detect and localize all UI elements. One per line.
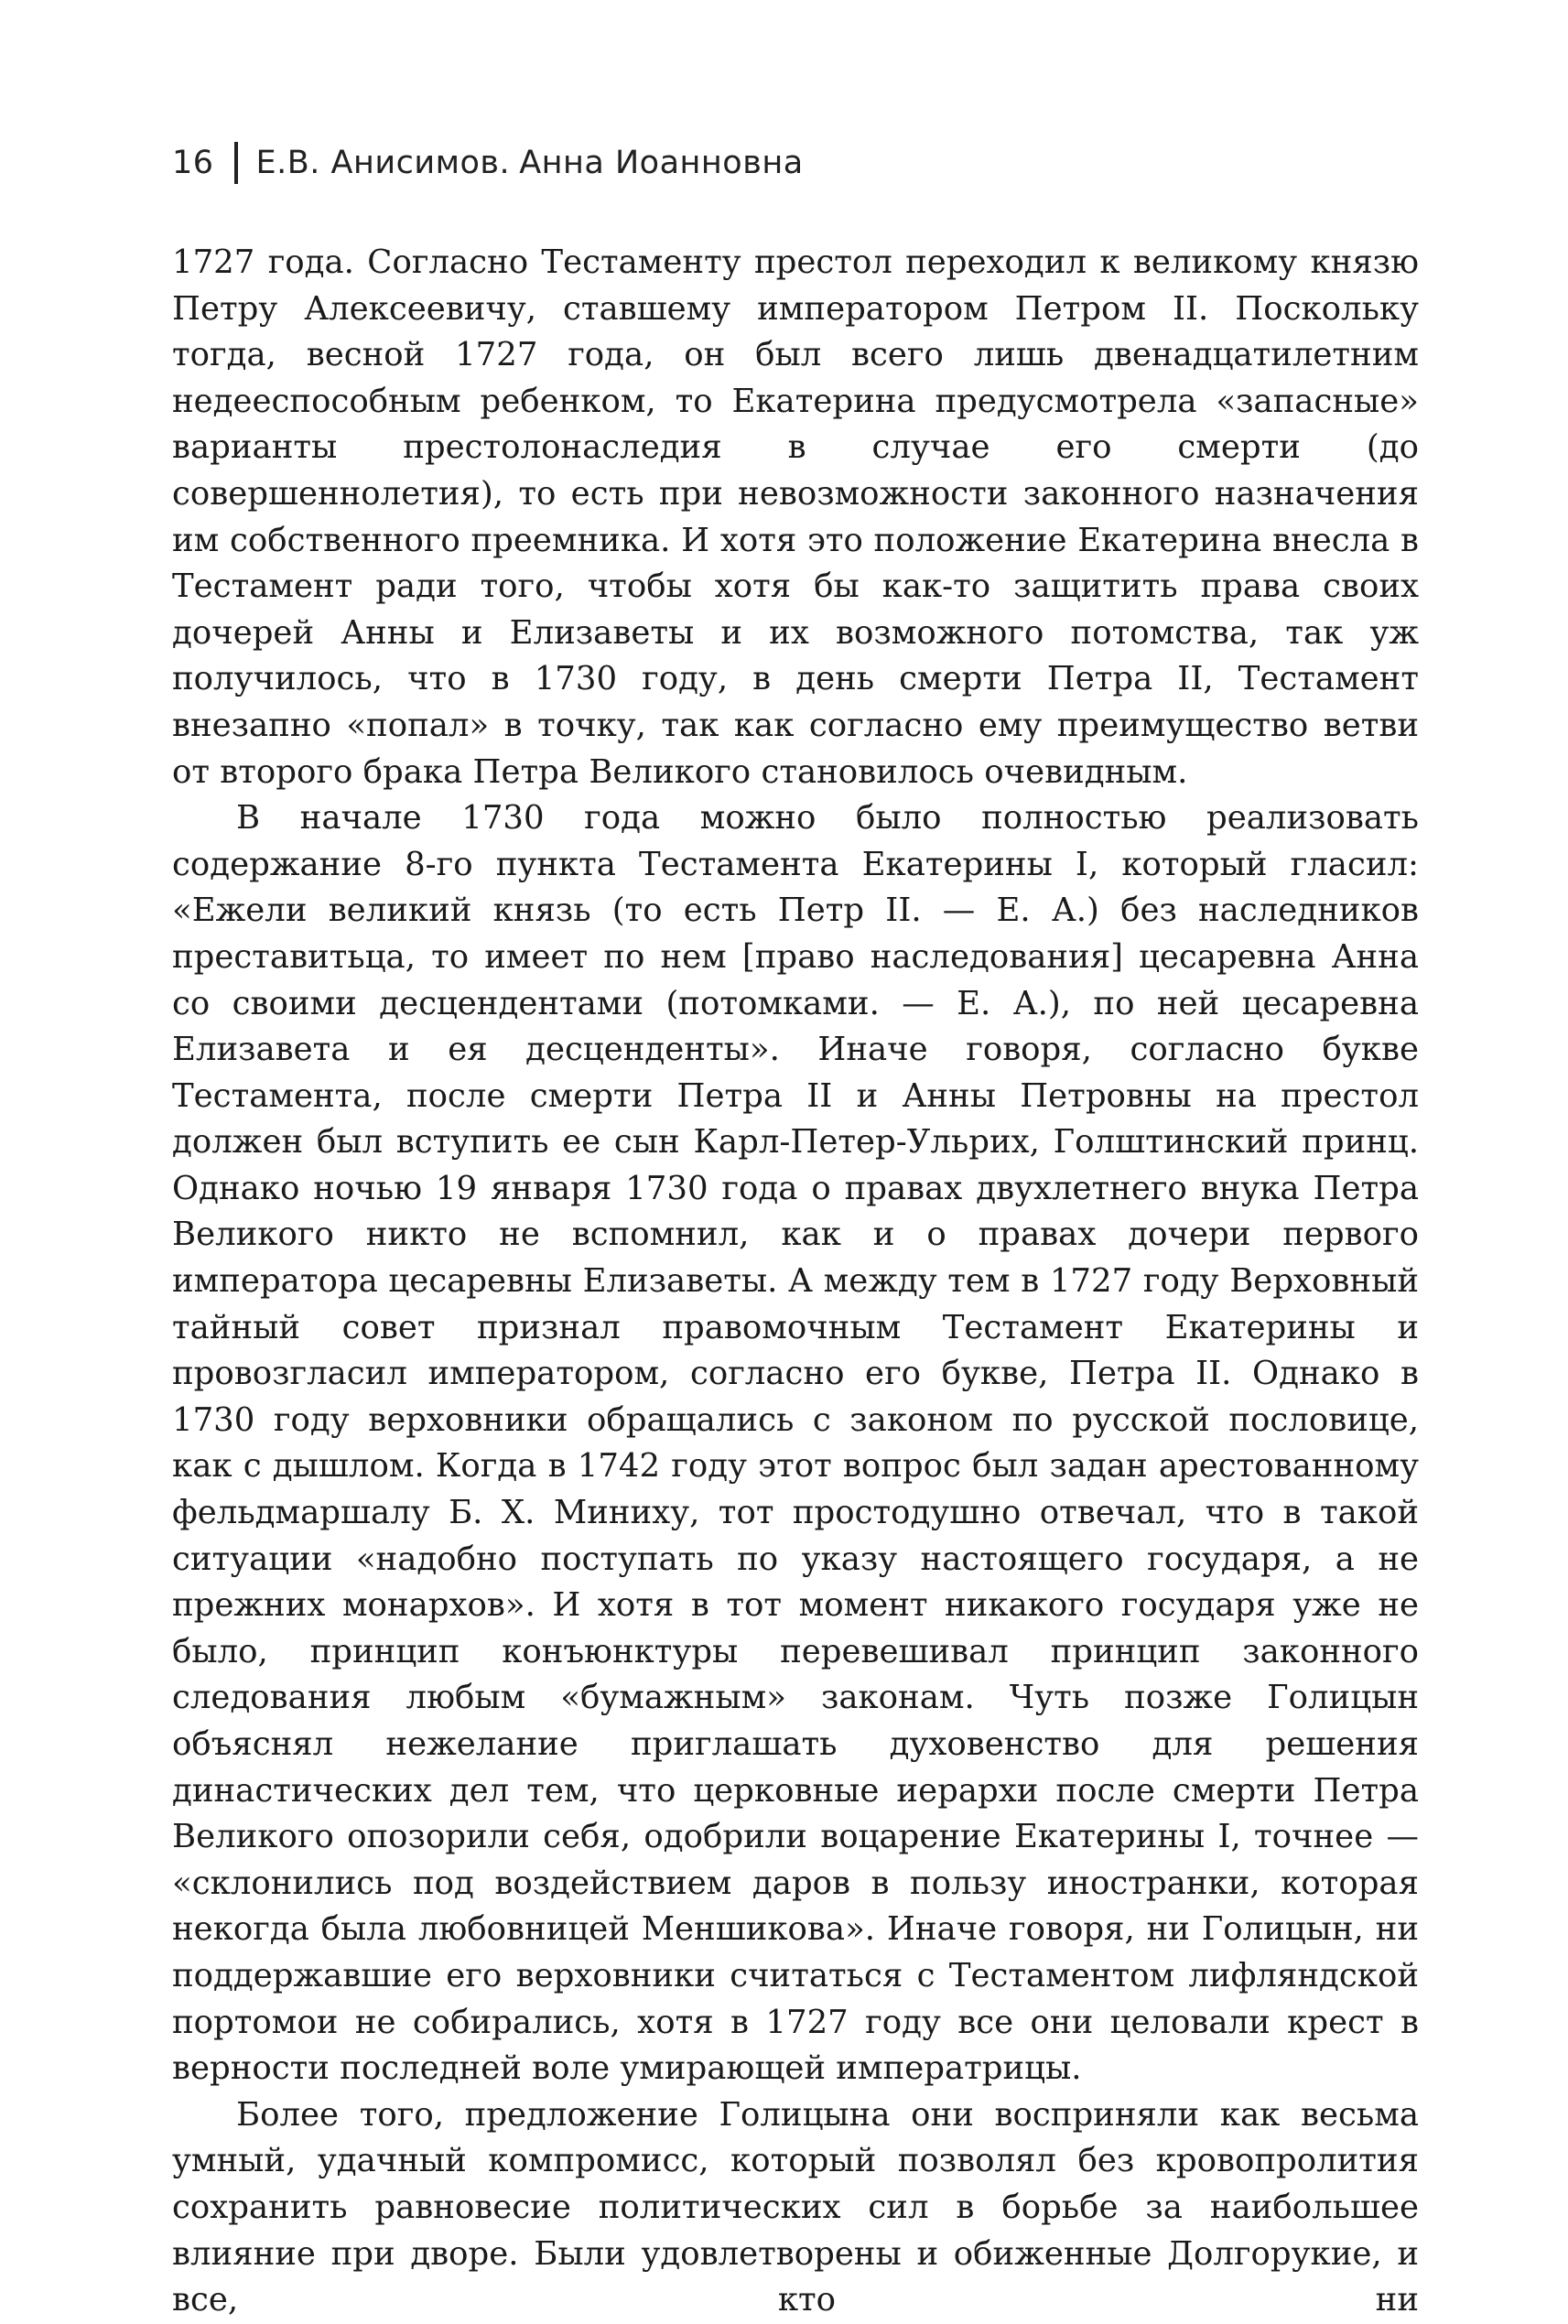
page-number: 16 — [172, 145, 214, 181]
running-head — [172, 135, 804, 190]
paragraph-2: В начале 1730 года можно было полностью реализовать содержание 8-го пункта Тестамента Екатерины I, который гласил: «Ежели великий князь (то есть Петр II. — Е. А.) без наследников преставитьца, то имеет по нем [право наследования] цесаревна Анна со своими десцендентами (потомками. — Е. А.), по ней цесаревна Елизавета и ея десценденты». Иначе говоря, согласно букве Тестамента, после смерти Петра II и Анны Петровны на престол должен был вступить ее сын Карл-Петер-Ульрих, Голштинский принц. Однако ночью 19 января 1730 года о правах двухлетнего внука Петра Великого никто не вспомнил, как и о правах дочери первого императора цесаревны Елизаветы. А между тем в 1727 году Верховный тайный совет признал правомочным Тестамент Екатерины и провозгласил императором, согласно его букве, Петра II. Однако в 1730 году верховники обращались с законом по русской пословице, как с дышлом. Когда в 1742 году этот вопрос был задан арестованному фельдмаршалу Б. Х. Миниху, тот простодушно отвечал, что в такой ситуации «надобно поступать по указу настоящего государя, а не прежних монархов». И хотя в тот момент никакого государя уже не было, принцип конъюнктуры перевешивал принцип законного следования любым «бумажным» законам. Чуть позже Голицын объяснял нежелание приглашать духовенство для решения династических дел тем, что церковные иерархи после смерти Петра Великого опозорили себя, одобрили воцарение Екатерины I, точнее — «склонились под воздействием даров в пользу иностранки, которая некогда была любовницей Меншикова». Иначе говоря, ни Голицын, ни поддержавшие его верховники считаться с Тестаментом лифляндской портомои не собирались, хотя в 1727 году все они целовали крест в верности последней воле умирающей императрицы. — [172, 799, 1419, 2088]
paragraph-1: 1727 года. Согласно Тестаменту престол переходил к великому князю Петру Алексеевичу, ставшему императором Петром II. Поскольку тогда, весной 1727 года, он был всего лишь двенадцатилетним недееспособным ребенком, то Екатерина предусмотрела «запасные» варианты престолонаследия в случае его смерти (до совершеннолетия), то есть при невозможности законного назначения им собственного преемника. И хотя это положение Екатерина внесла в Тестамент ради того, чтобы хотя бы как-то защитить права своих дочерей Анны и Елизаветы и их возможного потомства, так уж получилось, что в 1730 году, в день смерти Петра II, Тестамент внезапно «попал» в точку, так как согласно ему преимущество ветви от второго брака Петра Великого становилось очевидным. — [172, 243, 1419, 791]
body-text — [172, 240, 1419, 2324]
header-book-title: Анна Иоанновна — [519, 145, 804, 181]
header-author: Е.В. Анисимов. — [255, 145, 511, 181]
header-divider — [234, 142, 238, 184]
paragraph-3: Более того, предложение Голицына они восприняли как весьма умный, удачный компромисс, который позволял без кровопролития сохранить равновесие политических сил в борьбе за наибольшее влияние при дворе. Были удовлетворены и обиженные Долгорукие, и все, кто ни — [172, 2095, 1419, 2319]
